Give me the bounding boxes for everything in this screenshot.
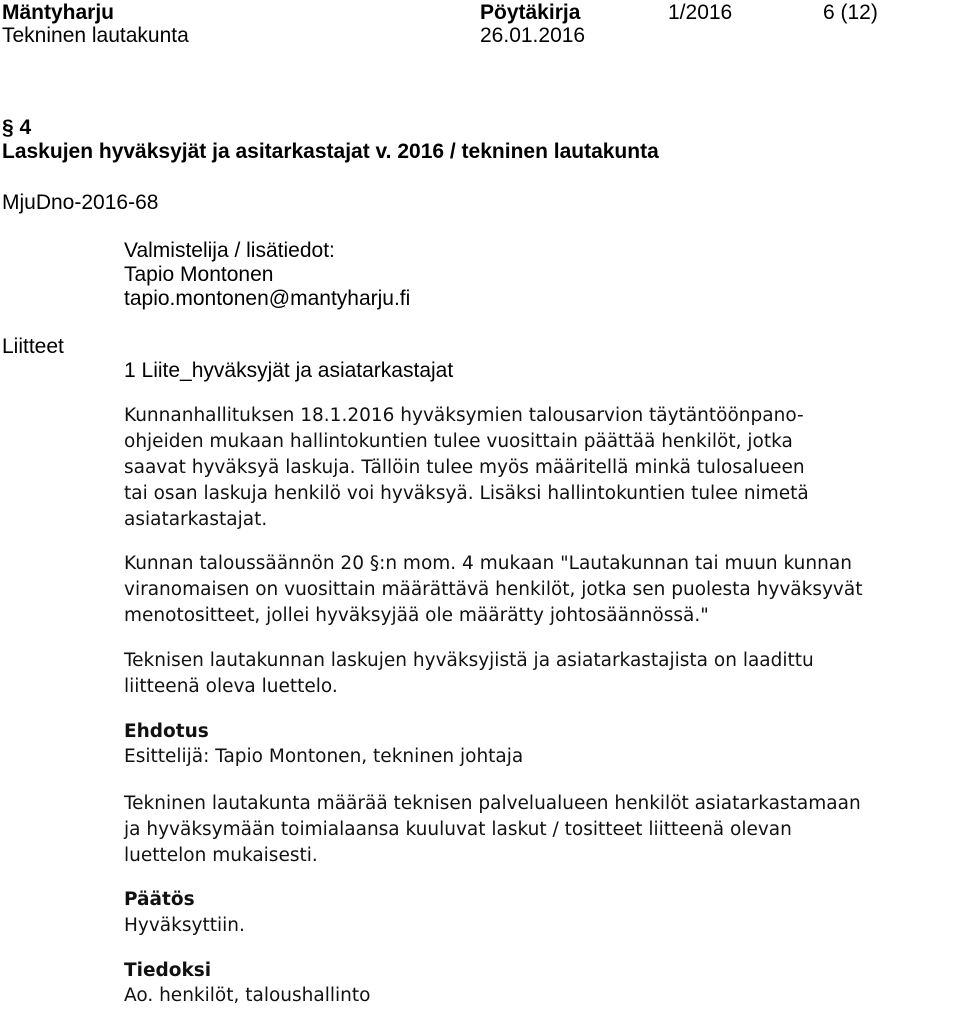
paragraph-1-line-4: tai osan laskuja henkilö voi hyväksyä. Lisäksi hallintokuntien tulee nimetä bbox=[124, 483, 809, 504]
preparer-name: Tapio Montonen bbox=[124, 263, 274, 286]
preparer-email[interactable]: tapio.montonen@mantyharju.fi bbox=[124, 287, 411, 310]
paragraph-1-line-5: asiatarkastajat. bbox=[124, 509, 268, 530]
paragraph-1-line-1: Kunnanhallituksen 18.1.2016 hyväksymien talousarvion täytäntöönpano- bbox=[124, 405, 804, 426]
municipality-name: Mäntyharju bbox=[2, 1, 115, 24]
section-number-value: 4 bbox=[19, 116, 32, 139]
proposal-line-1: Tekninen lautakunta määrää teknisen palvelualueen henkilöt asiatarkastamaan bbox=[124, 793, 861, 814]
paragraph-2-line-2: viranomaisen on vuosittain määrättävä henkilöt, jotka sen puolesta hyväksyvät bbox=[124, 579, 863, 600]
document-number: 1/2016 bbox=[668, 1, 733, 24]
notice-text: Ao. henkilöt, taloushallinto bbox=[124, 985, 371, 1006]
paragraph-2-line-3: menotositteet, jollei hyväksyjää ole määrätty johtosäännössä." bbox=[124, 605, 709, 626]
paragraph-1-line-3: saavat hyväksyä laskuja. Tällöin tulee myös määritellä minkä tulosalueen bbox=[124, 457, 805, 478]
paragraph-1-line-2: ohjeiden mukaan hallintokuntien tulee vuosittain päättää henkilöt, jotka bbox=[124, 431, 793, 452]
page-number: 6 (12) bbox=[823, 1, 878, 24]
paragraph-2-line-1: Kunnan taloussäännön 20 §:n mom. 4 mukaan "Lautakunnan tai muun kunnan bbox=[124, 553, 852, 574]
section-title: Laskujen hyväksyjät ja asitarkastajat v. 2016 / tekninen lautakunta bbox=[2, 140, 659, 163]
meeting-date: 26.01.2016 bbox=[480, 24, 586, 47]
record-id: MjuDno-2016-68 bbox=[2, 191, 159, 214]
committee-name: Tekninen lautakunta bbox=[2, 24, 189, 47]
proposal-line-3: luettelon mukaisesti. bbox=[124, 845, 318, 866]
paragraph-3-line-2: liitteenä oleva luettelo. bbox=[124, 676, 338, 697]
preparer-label: Valmistelija / lisätiedot: bbox=[124, 239, 335, 262]
proposal-line-2: ja hyväksymään toimialaansa kuuluvat laskut / tositteet liitteenä olevan bbox=[124, 819, 792, 840]
notice-heading: Tiedoksi bbox=[124, 960, 212, 981]
proposal-presenter: Esittelijä: Tapio Montonen, tekninen johtaja bbox=[124, 746, 524, 767]
decision-heading: Päätös bbox=[124, 889, 195, 910]
section-number bbox=[2, 116, 31, 140]
decision-text: Hyväksyttiin. bbox=[124, 915, 245, 936]
document-type: Pöytäkirja bbox=[480, 1, 581, 24]
attachment-item[interactable]: 1 Liite_hyväksyjät ja asiatarkastajat bbox=[124, 359, 454, 382]
section-symbol: § bbox=[2, 116, 14, 139]
paragraph-3-line-1: Teknisen lautakunnan laskujen hyväksyjistä ja asiatarkastajista on laadittu bbox=[124, 650, 814, 671]
attachments-label: Liitteet bbox=[2, 335, 64, 358]
proposal-heading: Ehdotus bbox=[124, 721, 209, 742]
